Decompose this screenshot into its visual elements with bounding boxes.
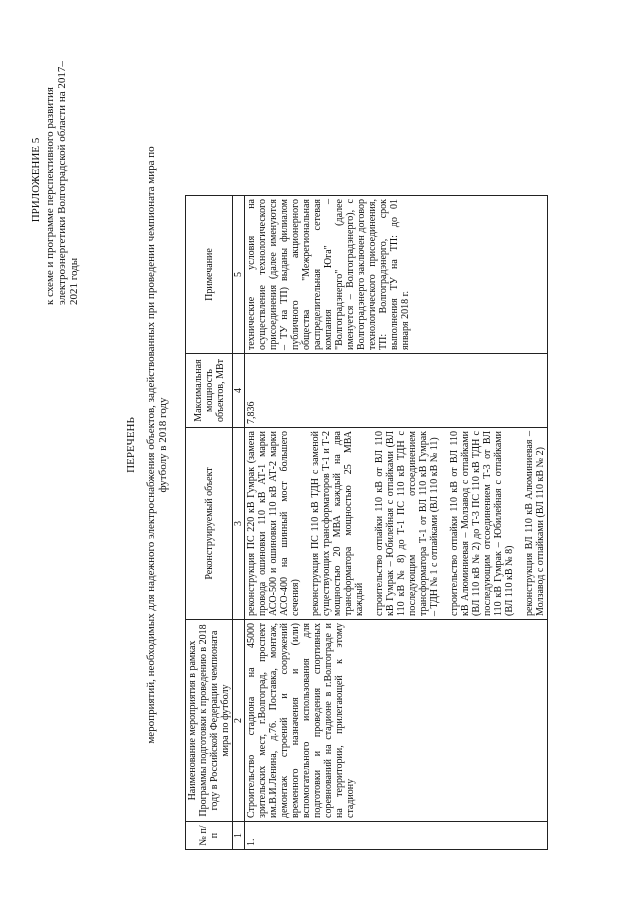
- appendix-title: ПРИЛОЖЕНИЕ 5: [30, 137, 42, 223]
- events-table: [185, 195, 548, 850]
- row-objects: [245, 428, 548, 620]
- object-item: реконструкция ПС 110 кВ ТДН с заменой существующих трансформаторов Т-1 и Т-2 мощностью 20 МВА каждый на два трансформатора мощностью 25 МВА каждый: [310, 431, 365, 616]
- appendix-reference: к схеме и программе перспективного развития электроэнергетики Волгоградской области на 2017–2021 годы: [44, 61, 80, 305]
- header-note: Примечание: [186, 196, 233, 354]
- header-event: Наименование мероприятия в рамках Программы подготовки к проведению в 2018 году в Российской Федерации чемпионата мира по футболу: [186, 620, 233, 822]
- row-number: 1.: [245, 822, 548, 850]
- object-item: реконструкция ВЛ 110 кВ Алюминиевая – Молзавод с отпайками (ВЛ 110 кВ № 2): [524, 431, 546, 616]
- row-power: 7,836: [245, 354, 548, 428]
- appendix-block: [30, 55, 80, 305]
- header-number: № п/п: [186, 822, 233, 850]
- table-header-row: [186, 196, 233, 850]
- column-number: 4: [233, 354, 245, 428]
- table-column-numbers-row: [233, 196, 245, 850]
- object-item: строительство отпайки 110 кВ от ВЛ 110 кВ Алюминиевая – Молзавод с отпайками (ВЛ 110 кВ № 2) до Т-3 ПС 110 кВ ТДН с последующим отсоединением Т-3 от ВЛ 110 кВ Гумрак – Юбилейная с отпайками (ВЛ 110 кВ № 8): [449, 431, 515, 616]
- header-object: Реконструируемый объект: [186, 428, 233, 620]
- document-title: ПЕРЕЧЕНЬ: [125, 417, 137, 473]
- column-number: 5: [233, 196, 245, 354]
- document-heading: [125, 145, 169, 745]
- column-number: 3: [233, 428, 245, 620]
- row-event: Строительство стадиона на 45000 зрительских мест, г.Волгоград, проспект им.В.И.Ленина, д.76. Поставка, монтаж, демонтаж строений и сооружений временного назначения и (или) вспомогательного использования для подготовки и проведения спортивных соревнований на стадионе в г.Волгограде и на территории, прилегающей к этому стадиону: [245, 620, 548, 822]
- object-item: строительство отпайки 110 кВ от ВЛ 110 кВ Гумрак – Юбилейная с отпайками (ВЛ 110 кВ № 8) до Т-1 ПС 110 кВ ТДН с последующим отсоединением трансформатора Т-1 от ВЛ 110 кВ Гумрак – ТДН № 1 с отпайками (ВЛ 110 кВ № 11): [374, 431, 440, 616]
- row-note: технические условия на осуществление технологического присоединения (далее именуются – ТУ на ТП) выданы филиалом публичного акционерного общества "Межрегиональная распределительная сетевая компания Юга" – "Волгоградэнерго" (далее именуется – Волгоградэнерго), с Волгоградэнерго заключен договор технологического присоединения, ТП: Волгоградэнерго, срок выполнения ТУ на ТП: до 01 января 2018 г.: [245, 196, 548, 354]
- header-power: Максимальная мощность объектов, МВт: [186, 354, 233, 428]
- object-item: реконструкция ПС 220 кВ Гумрак (замена провода ошиновки 110 кВ АТ-1 марки АСО-500 и ошиновки 110 кВ АТ-2 марки АСО-400 на шинный мост большего сечения): [246, 431, 301, 616]
- column-number: 1: [233, 822, 245, 850]
- column-number: 2: [233, 620, 245, 822]
- table-row: [245, 196, 548, 850]
- document-subtitle: мероприятий, необходимых для надежного электроснабжения объектов, задействованных при проведении чемпионата мира по футболу в 2018 году: [145, 146, 169, 744]
